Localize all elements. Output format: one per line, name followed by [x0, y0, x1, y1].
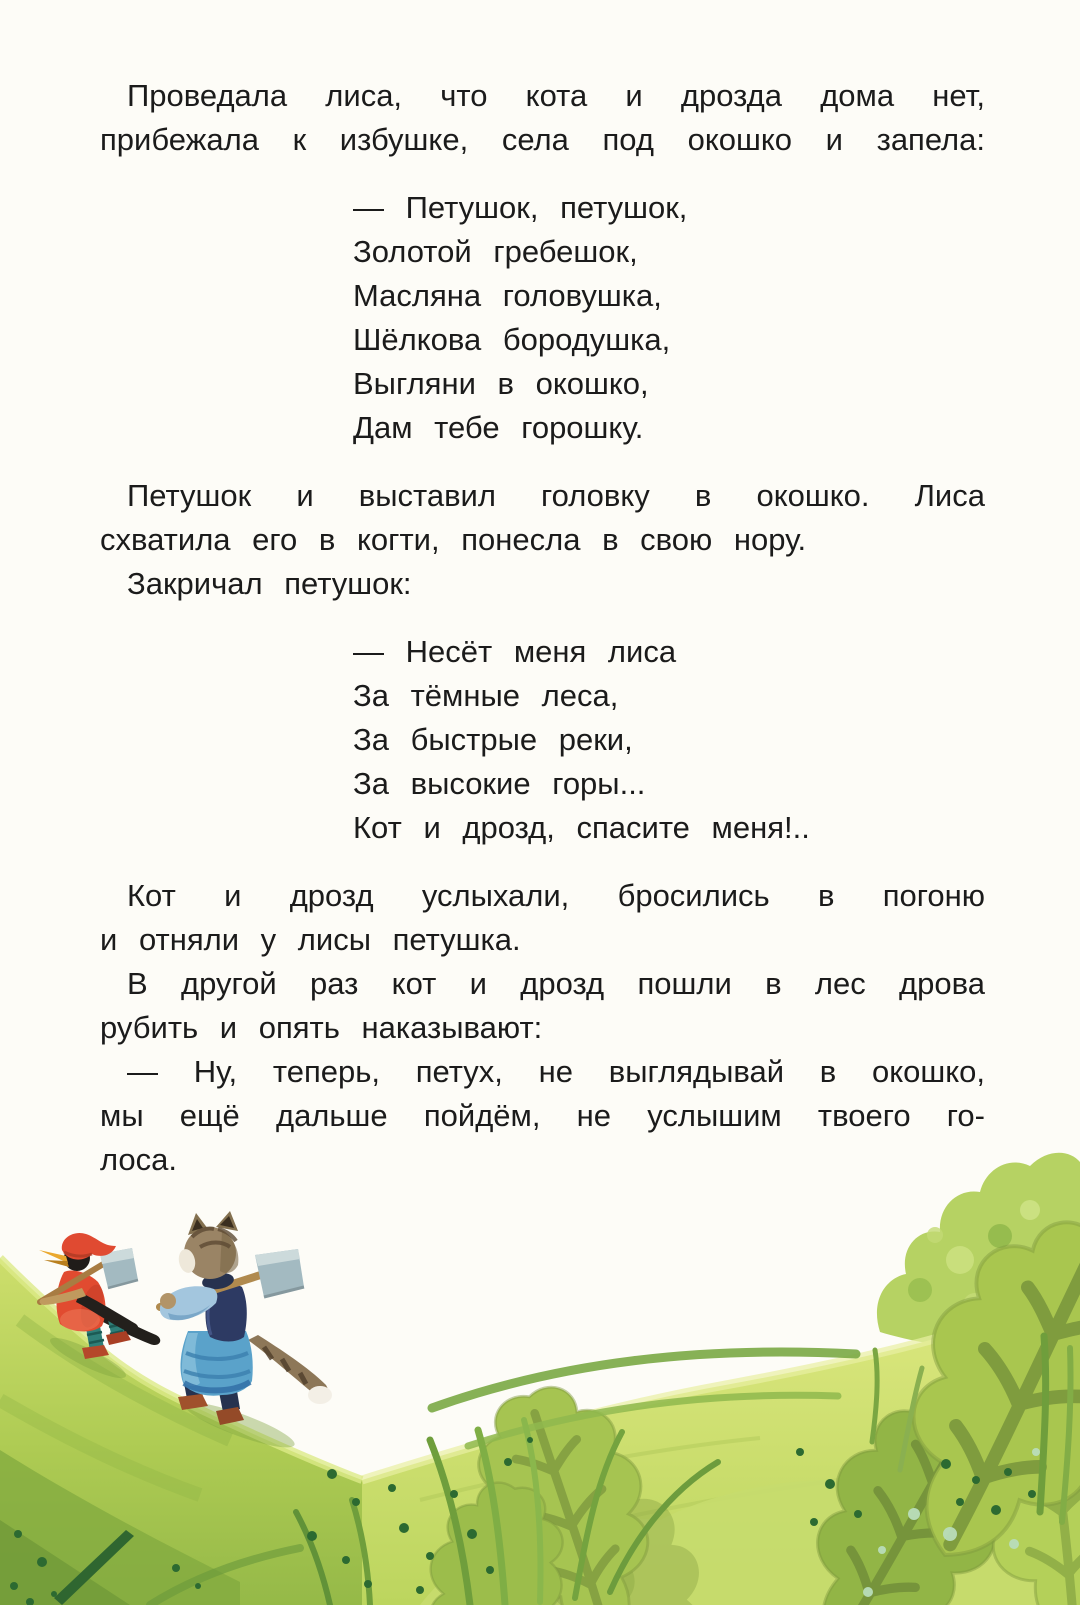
- verse-line: Масляна головушка,: [353, 278, 662, 313]
- verse-block: [353, 630, 985, 850]
- verse-line: — Несёт меня лиса: [353, 634, 677, 669]
- text-line: Закричал петушок:: [127, 566, 412, 601]
- text-line: Проведала лиса, что кота и дрозда дома нет,: [127, 78, 985, 113]
- verse-line: Кот и дрозд, спасите меня!..: [353, 810, 810, 845]
- cat-character: [160, 1211, 332, 1425]
- cat-paw: [160, 1293, 176, 1309]
- paragraph: [100, 562, 985, 606]
- illustration: [0, 1140, 1080, 1605]
- text-line: Петушок и выставил головку в окошко. Лиса: [127, 478, 985, 513]
- verse-line: — Петушок, петушок,: [353, 190, 688, 225]
- text-line: мы ещё дальше пойдём, не услышим твоего го-: [100, 1098, 985, 1133]
- verse-line: Шёлкова бородушка,: [353, 322, 671, 357]
- text-line: лоса.: [100, 1142, 178, 1177]
- verse-block: [353, 186, 985, 450]
- text-line: схватила его в когти, понесла в свою нору.: [100, 522, 807, 557]
- verse-line: За высокие горы...: [353, 766, 646, 801]
- paragraph: [100, 474, 985, 562]
- verse-line: Дам тебе горошку.: [353, 410, 644, 445]
- paragraph: [100, 74, 985, 162]
- verse-line: Выгляни в окошко,: [353, 366, 649, 401]
- paragraph: [100, 1050, 985, 1182]
- paragraph: [100, 874, 985, 962]
- paragraph: [100, 962, 985, 1050]
- verse-line: За тёмные леса,: [353, 678, 619, 713]
- text-line: Кот и дрозд услыхали, бросились в погоню: [127, 878, 985, 913]
- text-line: и отняли у лисы петушка.: [100, 922, 521, 957]
- text-line: рубить и опять наказывают:: [100, 1010, 543, 1045]
- text-line: прибежала к избушке, села под окошко и запела:: [100, 122, 985, 157]
- text-line: В другой раз кот и дрозд пошли в лес дрова: [127, 966, 985, 1001]
- axe-icon: [255, 1249, 304, 1297]
- verse-line: Золотой гребешок,: [353, 234, 638, 269]
- story-text: [100, 74, 985, 1182]
- text-line: — Ну, теперь, петух, не выглядывай в окошко,: [127, 1054, 985, 1089]
- verse-line: За быстрые реки,: [353, 722, 633, 757]
- cat-head: [177, 1211, 239, 1279]
